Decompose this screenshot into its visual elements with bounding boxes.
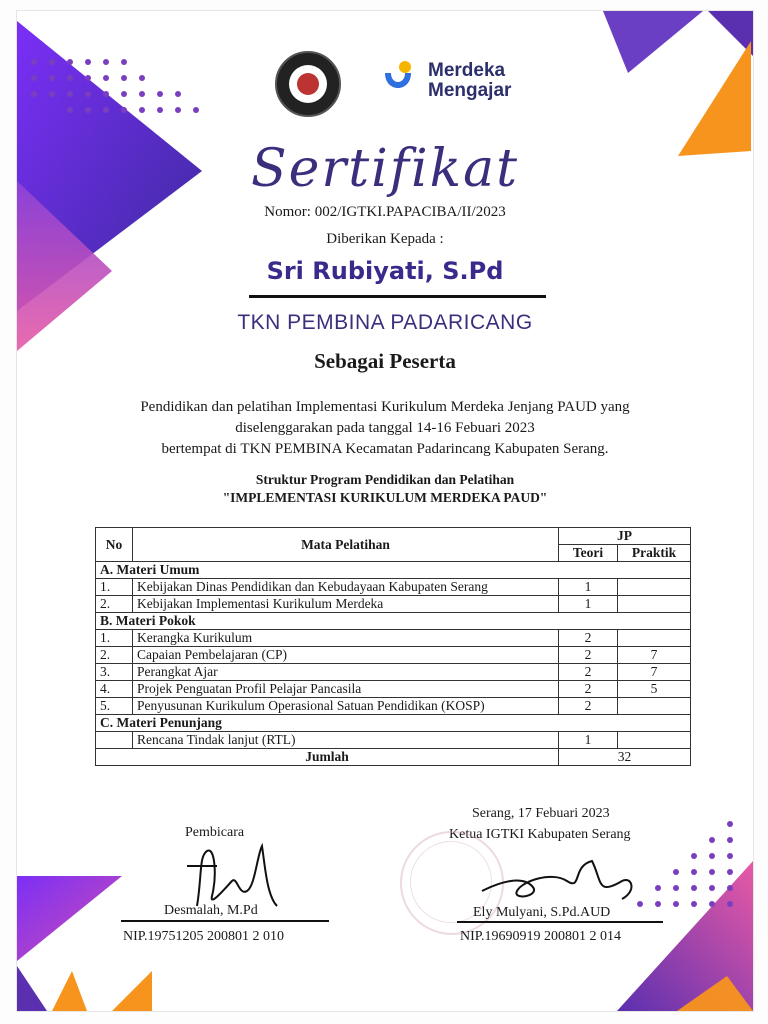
row-subject: Perangkat Ajar: [133, 664, 559, 681]
row-praktik: [618, 698, 691, 715]
row-praktik: [618, 579, 691, 596]
row-praktik: [618, 630, 691, 647]
row-number: 3.: [96, 664, 133, 681]
certificate-number: Nomor: 002/IGTKI.PAPACIBA/II/2023: [264, 204, 506, 220]
row-subject: Capaian Pembelajaran (CP): [133, 647, 559, 664]
section-row: [96, 562, 691, 579]
section-row: [96, 613, 691, 630]
row-subject: Penyusunan Kurikulum Operasional Satuan Pendidikan (KOSP): [133, 698, 559, 715]
name-underline: [249, 295, 546, 298]
table-row: [96, 647, 691, 664]
row-teori: 1: [559, 596, 618, 613]
right-signature-line: [457, 921, 663, 923]
header-praktik: Praktik: [618, 545, 691, 562]
total-label: Jumlah: [96, 749, 559, 766]
institution-name: TKN PEMBINA PADARICANG: [237, 311, 533, 334]
header-teori: Teori: [559, 545, 618, 562]
header-no: No: [96, 528, 133, 562]
training-table: [95, 527, 691, 766]
recipient-name: Sri Rubiyati, S.Pd: [266, 257, 504, 285]
row-number: 2.: [96, 647, 133, 664]
row-praktik: [618, 732, 691, 749]
row-praktik: 7: [618, 647, 691, 664]
row-teori: 2: [559, 664, 618, 681]
row-number: 1.: [96, 579, 133, 596]
table-row: [96, 596, 691, 613]
bottom-right-dots: [637, 821, 747, 921]
table-row: [96, 664, 691, 681]
section-title: C. Materi Penunjang: [96, 715, 691, 732]
certificate-page: [16, 10, 754, 1012]
row-teori: 2: [559, 698, 618, 715]
right-signer-role: Ketua IGTKI Kabupaten Serang: [449, 827, 631, 842]
row-teori: 1: [559, 579, 618, 596]
left-signature-line: [121, 920, 329, 922]
row-number: 4.: [96, 681, 133, 698]
row-praktik: [618, 596, 691, 613]
row-subject: Kebijakan Dinas Pendidikan dan Kebudayaan Kabupaten Serang: [133, 579, 559, 596]
row-number: 1.: [96, 630, 133, 647]
row-teori: 1: [559, 732, 618, 749]
row-teori: 2: [559, 630, 618, 647]
row-number: 2.: [96, 596, 133, 613]
header-jp: JP: [559, 528, 691, 545]
row-subject: Kerangka Kurikulum: [133, 630, 559, 647]
row-praktik: 7: [618, 664, 691, 681]
right-signature: [472, 851, 642, 911]
certificate-description: Pendidikan dan pelatihan Implementasi Kurikulum Merdeka Jenjang PAUD yang diselenggarakan pada tanggal 14-16 Febuari 2023 bertempat di TKN PEMBINA Kecamatan Padarincang Kabupaten Serang.: [140, 399, 630, 457]
row-praktik: 5: [618, 681, 691, 698]
table-row: [96, 698, 691, 715]
section-title: B. Materi Pokok: [96, 613, 691, 630]
header-subject: Mata Pelatihan: [133, 528, 559, 562]
row-number: 5.: [96, 698, 133, 715]
row-teori: 2: [559, 647, 618, 664]
row-subject: Kebijakan Implementasi Kurikulum Merdeka: [133, 596, 559, 613]
igtki-seal-logo: [275, 51, 341, 117]
row-subject: Rencana Tindak lanjut (RTL): [133, 732, 559, 749]
logo-row: [17, 51, 753, 121]
right-signer-nip: NIP.19690919 200801 2 014: [460, 929, 622, 944]
right-signer-name: Ely Mulyani, S.Pd.AUD: [473, 905, 611, 920]
section-title: A. Materi Umum: [96, 562, 691, 579]
left-signer-name: Desmalah, M.Pd: [164, 903, 258, 918]
certificate-title: Sertifikat: [250, 139, 520, 199]
program-structure-heading: Struktur Program Pendidikan dan Pelatihan "IMPLEMENTASI KURIKULUM MERDEKA PAUD": [222, 472, 548, 505]
given-to-label: Diberikan Kepada :: [326, 231, 444, 247]
total-value: 32: [559, 749, 691, 766]
total-row: [96, 749, 691, 766]
table-row: [96, 732, 691, 749]
row-teori: 2: [559, 681, 618, 698]
row-subject: Projek Penguatan Profil Pelajar Pancasila: [133, 681, 559, 698]
participant-role: Sebagai Peserta: [314, 349, 456, 373]
table-row: [96, 681, 691, 698]
table-row: [96, 630, 691, 647]
left-signer-nip: NIP.19751205 200801 2 010: [123, 929, 285, 944]
merdeka-mengajar-icon: [381, 59, 415, 105]
row-number: [96, 732, 133, 749]
sign-place-date: Serang, 17 Febuari 2023: [472, 806, 610, 821]
section-row: [96, 715, 691, 732]
table-row: [96, 579, 691, 596]
merdeka-mengajar-logo-text: Merdeka Mengajar: [428, 60, 512, 101]
left-signer-role: Pembicara: [185, 825, 245, 840]
